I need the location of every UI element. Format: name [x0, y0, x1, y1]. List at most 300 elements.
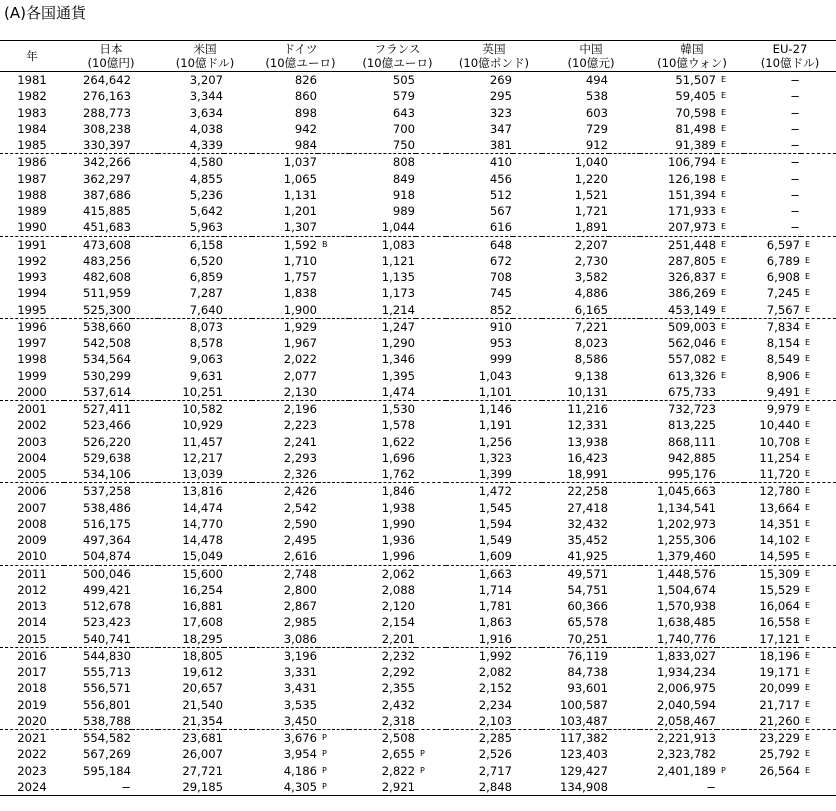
flag-cell [416, 631, 446, 648]
flag-cell [416, 285, 446, 301]
table-row [0, 318, 836, 335]
year-cell: 1987 [17, 171, 47, 186]
flag-cell [132, 401, 158, 418]
flag-cell [132, 500, 158, 516]
year-cell: 2016 [17, 648, 47, 663]
value-cell: 15,309 [759, 566, 800, 581]
flag-cell: E [805, 338, 811, 348]
value-cell: 826 [294, 73, 317, 88]
value-cell: 10,131 [542, 384, 609, 401]
flag-cell [132, 285, 158, 301]
flag-cell [609, 598, 640, 614]
value-cell: 103,487 [542, 713, 609, 730]
flag-cell: E [721, 288, 727, 298]
value-cell: 2,234 [478, 697, 512, 712]
column-name: 米国 [193, 42, 217, 56]
flag-cell: E [801, 466, 836, 483]
flag-cell [416, 368, 446, 384]
table-row [0, 713, 836, 730]
year-cell: 2000 [0, 384, 64, 401]
table-row [0, 335, 836, 351]
flag-cell [513, 598, 542, 614]
flag-cell [416, 516, 446, 532]
table-row [0, 434, 836, 450]
value-cell: 18,196 [759, 648, 800, 663]
flag-cell [224, 219, 252, 236]
flag-cell [609, 236, 640, 253]
flag-cell [717, 680, 744, 696]
table-row [0, 236, 836, 253]
flag-cell [513, 417, 542, 433]
flag-cell [224, 450, 252, 466]
value-cell: 7,567 [744, 302, 801, 319]
year-cell: 2001 [17, 402, 47, 417]
currency-table [0, 40, 836, 796]
flag-cell [416, 565, 446, 582]
value-cell: 2,526 [478, 747, 512, 762]
value-cell: 2,062 [381, 566, 415, 581]
page-title: (A)各国通貨 [4, 4, 86, 22]
table-row [0, 647, 836, 664]
table-row [0, 154, 836, 171]
value-cell: 1,721 [574, 204, 608, 219]
flag-cell [416, 779, 446, 796]
year-cell: 2012 [17, 582, 47, 597]
column-unit: (10億ウォン) [657, 56, 727, 70]
flag-cell [416, 483, 446, 500]
value-cell: 1,173 [381, 286, 415, 301]
value-cell: 1,379,460 [640, 548, 717, 565]
flag-cell [801, 779, 836, 796]
flag-cell [318, 483, 349, 500]
flag-cell: P [322, 749, 327, 759]
flag-cell [609, 582, 640, 598]
flag-cell [513, 335, 542, 351]
value-cell: 10,929 [182, 418, 223, 433]
value-cell: 123,403 [560, 747, 608, 762]
flag-cell [416, 500, 446, 516]
value-cell: 523,423 [83, 615, 131, 630]
flag-cell [513, 72, 542, 89]
flag-cell [318, 664, 349, 680]
value-cell: 3,582 [574, 270, 608, 285]
flag-cell [132, 582, 158, 598]
header-row [0, 41, 836, 72]
flag-cell [717, 631, 744, 648]
value-cell: 1,323 [478, 450, 512, 465]
flag-cell [416, 614, 446, 630]
flag-cell [224, 121, 252, 137]
flag-cell [717, 582, 744, 598]
table-row [0, 203, 836, 219]
flag-cell [132, 417, 158, 433]
value-cell: 1,504,674 [656, 582, 716, 597]
year-cell: 1996 [17, 319, 47, 334]
flag-cell [513, 351, 542, 367]
column-name: 中国 [579, 42, 603, 56]
flag-cell [801, 187, 836, 203]
value-cell: 16,064 [759, 599, 800, 614]
value-cell: 19,612 [182, 665, 223, 680]
flag-cell [609, 121, 640, 137]
value-cell: 10,440 [759, 418, 800, 433]
flag-cell [513, 368, 542, 384]
value-cell: 4,855 [189, 171, 223, 186]
flag-cell: P [420, 749, 425, 759]
value-cell: 1,448,576 [656, 566, 716, 581]
value-cell: 26,564 [759, 763, 800, 778]
value-cell: 330,397 [64, 137, 132, 154]
value-cell: 16,254 [182, 582, 223, 597]
flag-cell [318, 105, 349, 121]
flag-cell [224, 417, 252, 433]
flag-cell [416, 532, 446, 548]
year-cell: 1993 [17, 270, 47, 285]
value-cell: 868,111 [668, 434, 716, 449]
value-cell: 2,221,913 [656, 731, 716, 746]
table-row [0, 72, 836, 89]
value-cell: 534,564 [83, 352, 131, 367]
value-cell: 2,152 [478, 681, 512, 696]
flag-cell [132, 598, 158, 614]
flag-cell [513, 713, 542, 730]
value-cell: 362,297 [83, 171, 131, 186]
flag-cell [132, 565, 158, 582]
value-cell: 91,389 [640, 137, 717, 154]
flag-cell [318, 335, 349, 351]
value-cell: 7,287 [189, 286, 223, 301]
flag-cell [717, 647, 744, 664]
year-cell: 1981 [17, 73, 47, 88]
column-header [64, 41, 158, 72]
flag-cell [717, 730, 744, 747]
value-cell: 26,007 [182, 747, 223, 762]
value-cell: 567,269 [83, 747, 131, 762]
flag-cell [224, 171, 252, 187]
flag-cell [609, 105, 640, 121]
flag-cell [609, 500, 640, 516]
value-cell: 2,432 [381, 697, 415, 712]
value-cell: 2,508 [381, 731, 415, 746]
flag-cell [801, 171, 836, 187]
value-cell: 415,885 [83, 204, 131, 219]
value-cell: 2,201 [349, 631, 416, 648]
flag-cell [513, 105, 542, 121]
flag-cell [416, 171, 446, 187]
value-cell: 9,063 [189, 352, 223, 367]
value-cell: 3,676 [283, 731, 317, 746]
flag-cell: E [721, 370, 727, 380]
flag-cell [224, 302, 252, 319]
flag-cell [318, 697, 349, 713]
flag-cell: E [805, 765, 811, 775]
value-cell: 106,794 [668, 155, 716, 170]
flag-cell [132, 466, 158, 483]
year-cell: 1984 [17, 121, 47, 136]
value-cell: 7,834 [766, 319, 800, 334]
value-cell: 942 [294, 121, 317, 136]
flag-cell [513, 450, 542, 466]
year-cell: 2006 [17, 484, 47, 499]
flag-cell [132, 203, 158, 219]
value-cell: 700 [392, 121, 415, 136]
value-cell: 3,086 [252, 631, 318, 648]
value-cell: 1,578 [381, 418, 415, 433]
flag-cell [224, 384, 252, 401]
flag-cell [609, 253, 640, 269]
flag-cell [416, 647, 446, 664]
value-cell: 14,102 [759, 533, 800, 548]
value-cell: 4,339 [158, 137, 224, 154]
flag-cell [416, 417, 446, 433]
flag-cell [132, 516, 158, 532]
flag-cell [717, 532, 744, 548]
flag-cell [318, 72, 349, 89]
table-row [0, 631, 836, 648]
column-unit: (10億ドル) [175, 56, 235, 70]
flag-cell [416, 154, 446, 171]
flag-cell [132, 664, 158, 680]
value-cell: 93,601 [567, 681, 608, 696]
year-header: 年 [0, 41, 64, 72]
table-row [0, 598, 836, 614]
flag-cell: E [717, 137, 744, 154]
value-cell: 2,292 [381, 665, 415, 680]
value-cell: 386,269 [668, 286, 716, 301]
flag-cell [318, 680, 349, 696]
flag-cell [318, 285, 349, 301]
value-cell: 910 [489, 319, 512, 334]
flag-cell: E [801, 548, 836, 565]
flag-cell: E [805, 683, 811, 693]
value-cell: − [790, 121, 800, 136]
value-cell: 1,083 [381, 237, 415, 252]
value-cell: 20,099 [759, 681, 800, 696]
value-cell: 134,908 [542, 779, 609, 796]
flag-cell [717, 548, 744, 565]
flag-cell: E [717, 302, 744, 319]
value-cell: 1,833,027 [656, 648, 716, 663]
flag-cell [318, 253, 349, 269]
flag-cell [224, 318, 252, 335]
value-cell: 20,657 [182, 681, 223, 696]
flag-cell: E [805, 502, 811, 512]
flag-cell [318, 187, 349, 203]
flag-cell [513, 631, 542, 648]
flag-cell [513, 483, 542, 500]
flag-cell [318, 302, 349, 319]
table-row [0, 187, 836, 203]
value-cell: − [790, 105, 800, 120]
value-cell: 3,431 [283, 681, 317, 696]
value-cell: 482,608 [83, 270, 131, 285]
flag-cell [318, 631, 349, 648]
flag-cell [224, 203, 252, 219]
value-cell: 852 [446, 302, 513, 319]
column-header [446, 41, 542, 72]
flag-cell: P [322, 733, 327, 743]
flag-cell [224, 137, 252, 154]
flag-cell [132, 763, 158, 779]
value-cell: 18,991 [542, 466, 609, 483]
flag-cell [318, 121, 349, 137]
flag-cell [609, 516, 640, 532]
column-unit: (10億ポンド) [458, 56, 530, 70]
value-cell: 540,741 [64, 631, 132, 648]
year-cell: 1992 [17, 253, 47, 268]
value-cell: 7,640 [158, 302, 224, 319]
flag-cell [416, 269, 446, 285]
value-cell: 708 [489, 270, 512, 285]
value-cell: 537,258 [83, 484, 131, 499]
flag-cell [609, 417, 640, 433]
value-cell: 1,191 [478, 418, 512, 433]
value-cell: 3,450 [252, 713, 318, 730]
year-cell: 1994 [17, 286, 47, 301]
value-cell: 5,236 [189, 187, 223, 202]
column-header [744, 41, 836, 72]
value-cell: 7,221 [574, 319, 608, 334]
value-cell: 10,708 [759, 434, 800, 449]
value-cell: − [790, 73, 800, 88]
value-cell: 151,394 [668, 187, 716, 202]
year-cell: 2013 [17, 599, 47, 614]
flag-cell [132, 269, 158, 285]
value-cell: 1,592 [283, 237, 317, 252]
value-cell: 918 [392, 187, 415, 202]
flag-cell [513, 746, 542, 762]
value-cell: 538,486 [83, 500, 131, 515]
flag-cell [416, 137, 446, 154]
flag-cell [224, 351, 252, 367]
flag-cell: E [801, 384, 836, 401]
year-cell: 1988 [17, 187, 47, 202]
flag-cell [416, 384, 446, 401]
table-row [0, 285, 836, 301]
value-cell: 14,351 [759, 516, 800, 531]
value-cell: 6,908 [766, 270, 800, 285]
value-cell: 3,331 [283, 665, 317, 680]
flag-cell [224, 516, 252, 532]
value-cell: 1,710 [283, 253, 317, 268]
value-cell: − [790, 204, 800, 219]
value-cell: 4,186 [283, 763, 317, 778]
value-cell: 729 [585, 121, 608, 136]
flag-cell: P [322, 765, 327, 775]
value-cell: 23,681 [182, 731, 223, 746]
flag-cell [717, 746, 744, 762]
value-cell: 504,874 [64, 548, 132, 565]
flag-cell [224, 154, 252, 171]
flag-cell [318, 417, 349, 433]
flag-cell: E [721, 272, 727, 282]
value-cell: 295 [489, 89, 512, 104]
value-cell: 12,780 [759, 484, 800, 499]
flag-cell [513, 730, 542, 747]
value-cell: 16,881 [182, 599, 223, 614]
flag-cell [132, 72, 158, 89]
value-cell: 4,886 [574, 286, 608, 301]
flag-cell [717, 450, 744, 466]
value-cell: 13,664 [759, 500, 800, 515]
value-cell: 21,717 [759, 697, 800, 712]
flag-cell: E [805, 749, 811, 759]
value-cell: 525,300 [64, 302, 132, 319]
flag-cell [416, 121, 446, 137]
flag-cell [416, 664, 446, 680]
value-cell: 1,220 [574, 171, 608, 186]
year-cell: 1983 [17, 105, 47, 120]
flag-cell [416, 697, 446, 713]
value-cell: 129,427 [560, 763, 608, 778]
flag-cell [224, 72, 252, 89]
value-cell: 2,207 [574, 237, 608, 252]
value-cell: 613,326 [668, 368, 716, 383]
flag-cell [132, 779, 158, 796]
flag-cell: E [805, 568, 811, 578]
flag-cell: E [805, 436, 811, 446]
flag-cell [609, 779, 640, 796]
value-cell: 1,936 [381, 533, 415, 548]
value-cell: 15,049 [158, 548, 224, 565]
value-cell: 126,198 [668, 171, 716, 186]
flag-cell [513, 318, 542, 335]
flag-cell [416, 318, 446, 335]
flag-cell [132, 253, 158, 269]
flag-cell [513, 302, 542, 319]
value-cell: 29,185 [158, 779, 224, 796]
flag-cell: E [805, 518, 811, 528]
flag-cell [416, 72, 446, 89]
value-cell: 9,138 [574, 368, 608, 383]
flag-cell [132, 647, 158, 664]
value-cell: 579 [392, 89, 415, 104]
value-cell: 22,258 [567, 484, 608, 499]
value-cell: 347 [489, 121, 512, 136]
value-cell: 13,816 [182, 484, 223, 499]
flag-cell: E [801, 713, 836, 730]
flag-cell: E [801, 631, 836, 648]
flag-cell [224, 647, 252, 664]
flag-cell: E [721, 239, 727, 249]
year-cell: 2007 [17, 500, 47, 515]
flag-cell [513, 779, 542, 796]
flag-cell [609, 285, 640, 301]
table-row [0, 680, 836, 696]
value-cell: 2,103 [446, 713, 513, 730]
value-cell: 12,217 [182, 450, 223, 465]
value-cell: 264,642 [83, 73, 131, 88]
flag-cell [416, 582, 446, 598]
flag-cell [132, 219, 158, 236]
value-cell: 1,916 [446, 631, 513, 648]
value-cell: 171,933 [668, 204, 716, 219]
flag-cell [609, 746, 640, 762]
value-cell: 8,154 [766, 336, 800, 351]
flag-cell: P [721, 765, 726, 775]
flag-cell [318, 647, 349, 664]
value-cell: 2,867 [283, 599, 317, 614]
table-row [0, 417, 836, 433]
flag-cell [318, 500, 349, 516]
flag-cell: E [717, 219, 744, 236]
flag-cell: E [721, 321, 727, 331]
value-cell: 505 [392, 73, 415, 88]
value-cell: 942,885 [668, 450, 716, 465]
year-cell: 2011 [17, 566, 47, 581]
column-unit: (10億ユーロ) [265, 56, 336, 70]
value-cell: 2,154 [381, 615, 415, 630]
